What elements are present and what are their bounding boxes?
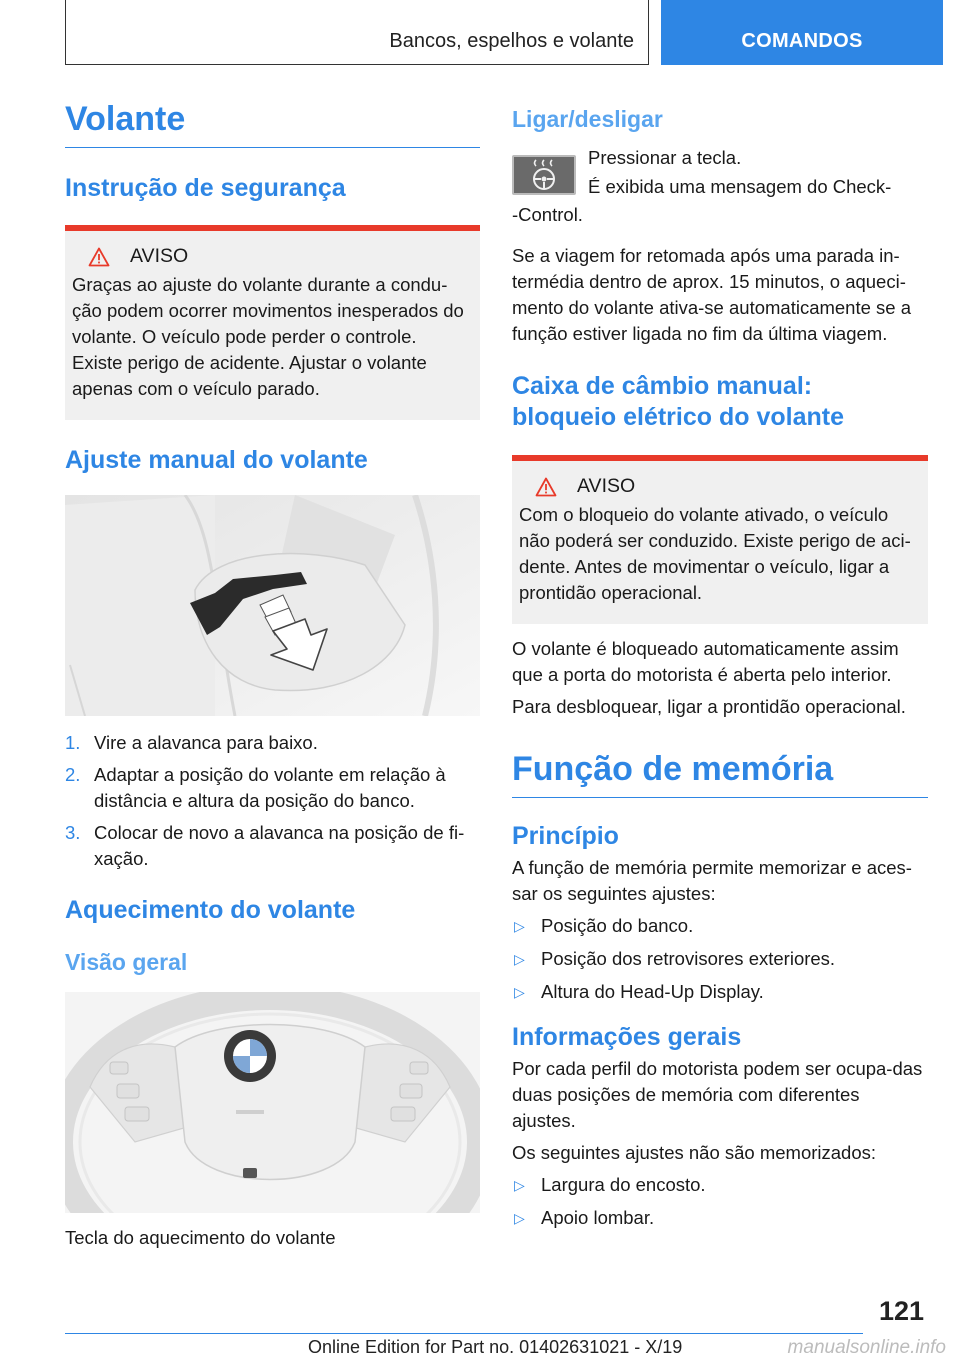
- list-item: ▷ Largura do encosto.: [512, 1172, 928, 1198]
- footer-divider: [65, 1333, 863, 1334]
- footer-edition-text: Online Edition for Part no. 01402631021 - X/19: [308, 1337, 683, 1357]
- header-section-title: Bancos, espelhos e volante: [389, 30, 634, 52]
- warning-label: AVISO: [577, 475, 636, 497]
- list-item: 3. Colocar de novo a alavanca na posição de fi-xação.: [65, 822, 465, 869]
- triangle-bullet-icon: ▷: [514, 918, 525, 934]
- page-number: 121: [878, 1296, 924, 1326]
- steering-wheel-illustration: [65, 992, 480, 1213]
- onoff-line-3: -Control.: [512, 204, 583, 225]
- figure-steering-lever: [65, 495, 480, 716]
- heating-button-instruction: [512, 145, 928, 215]
- warning-box-steering-adjust: [65, 225, 480, 420]
- onoff-line-2: É exibida uma mensagem do Check-: [588, 176, 892, 197]
- figure-caption-heating-button: Tecla do aquecimento do volante: [65, 1227, 336, 1248]
- list-item: 2. Adaptar a posição do volante em relação à distância e altura da posição do banco.: [65, 764, 446, 811]
- general-paragraph-2: Os seguintes ajustes não são memorizados:: [512, 1142, 877, 1163]
- triangle-bullet-icon: ▷: [514, 1177, 525, 1193]
- warning-text: Graças ao ajuste do volante durante a condu-ção podem ocorrer movimentos inesperados do volante. O veículo pode perder o controle. Existe perigo de acidente. Ajustar o volante apenas com o veículo parado.: [72, 274, 464, 399]
- warning-triangle-icon: [535, 477, 557, 497]
- triangle-bullet-icon: ▷: [514, 984, 525, 1000]
- warning-triangle-icon: [88, 247, 110, 267]
- principle-paragraph: A função de memória permite memorizar e aces-sar os seguintes ajustes:: [512, 857, 912, 904]
- warning-text: Com o bloqueio do volante ativado, o veículo não poderá ser conduzido. Existe perigo de aci-dente. Antes de movimentar o veículo, ligar a prontidão operacional.: [519, 504, 911, 603]
- heading-manual-adjust: Ajuste manual do volante: [65, 446, 368, 474]
- heading-gearbox-lock: Caixa de câmbio manual: bloqueio elétrico do volante: [512, 372, 844, 431]
- heading-safety: Instrução de segurança: [65, 174, 346, 202]
- header-chapter-tab[interactable]: COMANDOS: [661, 0, 943, 65]
- lock-paragraph: O volante é bloqueado automaticamente assim que a porta do motorista é aberta pelo interior.: [512, 638, 899, 685]
- general-paragraph-1: Por cada perfil do motorista podem ser ocupa-das duas posições de memória com diferentes ajustes.: [512, 1058, 923, 1131]
- not-memorized-list: [512, 1172, 928, 1231]
- warning-header: [519, 475, 920, 498]
- unlock-paragraph: Para desbloquear, ligar a prontidão operacional.: [512, 696, 906, 717]
- list-item: ▷ Altura do Head-Up Display.: [512, 979, 928, 1005]
- page-title-volante: Volante: [65, 100, 480, 148]
- warning-header: [72, 245, 472, 268]
- warning-label: AVISO: [130, 245, 189, 267]
- heated-steering-wheel-icon: [514, 157, 574, 193]
- heated-steering-button-image: [512, 155, 576, 195]
- right-column: [512, 100, 928, 1238]
- heading-memory-function: Função de memória: [512, 750, 928, 798]
- list-item: ▷ Posição dos retrovisores exteriores.: [512, 946, 928, 972]
- heading-overview: Visão geral: [65, 949, 188, 975]
- heading-on-off: Ligar/desligar: [512, 106, 663, 132]
- steering-lever-illustration: [65, 495, 480, 716]
- heading-general-info: Informações gerais: [512, 1023, 742, 1051]
- watermark: manualsonline.info: [787, 1337, 946, 1358]
- list-item: ▷ Apoio lombar.: [512, 1205, 928, 1231]
- principle-list: [512, 913, 928, 1005]
- header-section-box: [65, 0, 649, 65]
- heading-steering-heating: Aquecimento do volante: [65, 896, 356, 924]
- list-item: ▷ Posição do banco.: [512, 913, 928, 939]
- triangle-bullet-icon: ▷: [514, 1210, 525, 1226]
- triangle-bullet-icon: ▷: [514, 951, 525, 967]
- heading-principle: Princípio: [512, 822, 619, 850]
- warning-box-steering-lock: [512, 455, 928, 624]
- onoff-paragraph: Se a viagem for retomada após uma parada in-termédia dentro de aprox. 15 minutos, o aqueci-mento do volante ativa-se automaticamente se a função estiver ligada no fim da última viagem.: [512, 245, 912, 344]
- onoff-line-1: Pressionar a tecla.: [588, 147, 742, 168]
- adjust-steps-list: [65, 730, 480, 872]
- left-column: [65, 100, 480, 1251]
- list-item: 1. Vire a alavanca para baixo.: [65, 732, 318, 753]
- figure-steering-wheel: [65, 992, 480, 1213]
